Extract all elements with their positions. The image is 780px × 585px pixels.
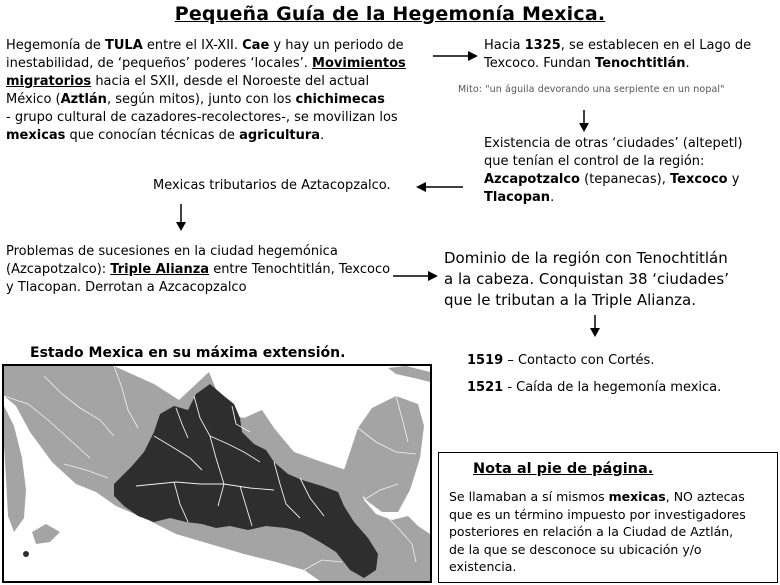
text-run: Existencia de otras ‘ciudades’ (altepetl) xyxy=(484,136,743,151)
text-line xyxy=(449,541,746,559)
text-run: que tenían el control de la región: xyxy=(484,154,705,169)
dominio-line: Dominio de la región con Tenochtitlán xyxy=(444,249,728,267)
arrow-right-icon xyxy=(432,48,478,64)
text-run: . xyxy=(550,190,555,205)
text-run: – Contacto con Cortés. xyxy=(503,353,655,368)
footnote-box xyxy=(438,452,778,583)
text-line xyxy=(6,109,406,127)
text-run: existencia. xyxy=(449,559,517,574)
text-line xyxy=(449,558,746,576)
text-run: entre el IX-XII. xyxy=(142,38,243,53)
text-line xyxy=(6,91,406,109)
text-line xyxy=(6,243,390,261)
text-run: Texcoco. Fundan xyxy=(484,56,596,71)
text-line xyxy=(484,37,751,55)
emphasis-text: chichimecas xyxy=(295,92,385,107)
map-frame xyxy=(2,364,432,583)
text-line xyxy=(6,279,390,297)
footnote-body xyxy=(449,488,746,576)
text-line xyxy=(484,189,743,207)
event-1519 xyxy=(467,352,654,370)
map-title: Estado Mexica en su máxima extensión. xyxy=(30,345,346,361)
arrow-left-icon xyxy=(416,180,464,194)
emphasis-text: Tenochtitlán xyxy=(595,56,686,71)
dominio-line: a la cabeza. Conquistan 38 ‘ciudades’ xyxy=(444,270,729,288)
text-run: posteriores en relación a la Ciudad de Aztlán, xyxy=(449,524,734,539)
text-line xyxy=(484,153,743,171)
text-run: inestabilidad, de ‘pequeños’ poderes ‘locales’. xyxy=(6,56,313,71)
emphasis-text: 1519 xyxy=(467,353,504,368)
emphasis-text: TULA xyxy=(104,38,143,53)
emphasis-text: Aztlán xyxy=(60,92,107,107)
sucesiones-paragraph xyxy=(6,243,390,297)
text-run: entre Tenochtitlán, Texcoco xyxy=(209,262,391,277)
arrow-down-icon xyxy=(578,110,590,132)
founding-1325-paragraph xyxy=(484,37,751,73)
text-line xyxy=(6,37,406,55)
text-run: Hacia xyxy=(484,38,525,53)
text-run: de la que se desconoce su ubicación y/o xyxy=(449,541,702,557)
emphasis-text: Movimientos xyxy=(312,56,406,71)
footnote-title: Nota al pie de página. xyxy=(473,461,654,477)
text-run: México ( xyxy=(6,92,61,107)
emphasis-text: mexicas xyxy=(608,489,666,504)
text-run: , se establecen en el Lago de xyxy=(560,38,752,53)
arrow-down-icon xyxy=(175,204,187,232)
text-run: hacia el SXII, desde el Noroeste del actual xyxy=(91,74,370,89)
text-line xyxy=(6,261,390,279)
text-run: . xyxy=(320,128,325,143)
text-run: que es un término impuesto por investigadores xyxy=(449,506,746,522)
text-run: , según mitos), junto con los xyxy=(106,92,296,107)
mexica-empire-map xyxy=(4,366,430,581)
altepetl-paragraph xyxy=(484,135,743,207)
arrow-right-icon xyxy=(392,268,438,284)
text-run: y xyxy=(727,172,740,187)
page-title: Pequeña Guía de la Hegemonía Mexica. xyxy=(174,3,606,25)
text-line xyxy=(484,135,743,153)
text-run: Hegemonía de xyxy=(6,38,105,53)
text-line xyxy=(484,171,743,189)
emphasis-text: Triple Alianza xyxy=(110,262,210,277)
text-run: - Caída de la hegemonía mexica. xyxy=(503,380,722,395)
dominio-paragraph xyxy=(444,248,729,311)
event-1521 xyxy=(467,379,721,397)
text-run: y Tlacopan. Derrotan a Azcacopzalco xyxy=(6,280,247,295)
text-run: , NO aztecas xyxy=(665,489,745,504)
text-run: . xyxy=(685,56,690,71)
text-run: (Azcapotzalco): xyxy=(6,262,111,277)
text-line xyxy=(449,523,746,541)
tributarios-text: Mexicas tributarios de Aztacopzalco. xyxy=(153,178,391,193)
text-run: y hay un periodo de xyxy=(269,38,404,53)
text-line xyxy=(6,73,406,91)
emphasis-text: Texcoco xyxy=(669,172,728,187)
text-line xyxy=(6,55,406,73)
myth-caption: Mito: "un águila devorando una serpiente en un nopal" xyxy=(458,84,725,95)
emphasis-text: 1521 xyxy=(467,380,504,395)
emphasis-text: migratorios xyxy=(6,74,92,89)
text-run: que conocían técnicas de xyxy=(65,128,240,143)
arrow-down-icon xyxy=(589,315,601,337)
text-run: Se llamaban a sí mismos xyxy=(449,489,609,504)
text-line xyxy=(449,488,746,506)
emphasis-text: 1325 xyxy=(524,38,561,53)
text-run: Problemas de sucesiones en la ciudad hegemónica xyxy=(6,244,338,259)
text-line xyxy=(449,506,746,524)
text-run: (tepanecas), xyxy=(580,172,670,187)
emphasis-text: mexicas xyxy=(6,128,66,143)
dominio-line: que le tributan a la Triple Alianza. xyxy=(444,291,696,309)
emphasis-text: agricultura xyxy=(239,128,321,143)
emphasis-text: Cae xyxy=(242,38,270,53)
text-line xyxy=(484,55,751,73)
text-line xyxy=(6,127,406,145)
emphasis-text: Azcapotzalco xyxy=(484,172,580,187)
tula-paragraph xyxy=(6,37,406,145)
emphasis-text: Tlacopan xyxy=(484,190,551,205)
text-run: - grupo cultural de cazadores-recolectores-, se movilizan los xyxy=(6,110,398,125)
